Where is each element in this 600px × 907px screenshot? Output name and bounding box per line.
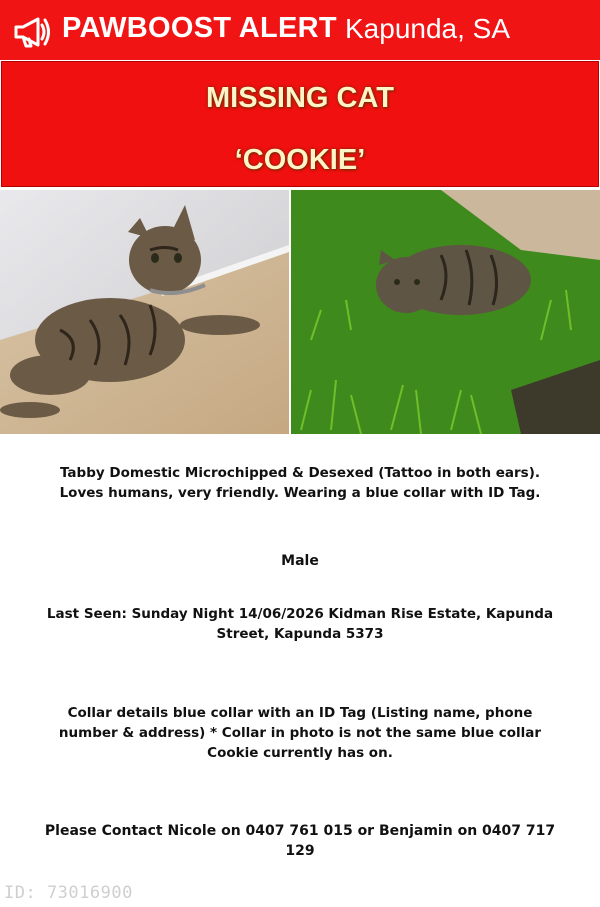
- megaphone-icon: [8, 7, 54, 53]
- cat-photo-indoor: [0, 190, 289, 434]
- cat-sex: Male: [281, 553, 319, 569]
- brand-title: PAWBOOST ALERT: [62, 12, 337, 44]
- alert-location: Kapunda, SA: [345, 13, 511, 44]
- pet-name: ‘COOKIE’: [234, 144, 366, 176]
- listing-id: ID: 73016900: [4, 883, 133, 903]
- cat-photo-grass: [291, 190, 600, 434]
- banner-heading: MISSING CAT: [206, 82, 394, 114]
- last-seen: Last Seen: Sunday Night 14/06/2026 Kidman Rise Estate, Kapunda Street, Kapunda 5373: [46, 606, 554, 642]
- collar-details: Collar details blue collar with an ID Tag (Listing name, phone number & address) * Collar in photo is not the same blue collar Cookie currently has on.: [58, 705, 542, 761]
- alert-header-bar: [0, 0, 600, 60]
- cat-description: Tabby Domestic Microchipped & Desexed (Tattoo in both ears). Loves humans, very friendly. Wearing a blue collar with ID Tag.: [59, 465, 541, 501]
- contact-info: Please Contact Nicole on 0407 761 015 or Benjamin on 0407 717 129: [44, 823, 556, 859]
- missing-banner: [1, 61, 599, 187]
